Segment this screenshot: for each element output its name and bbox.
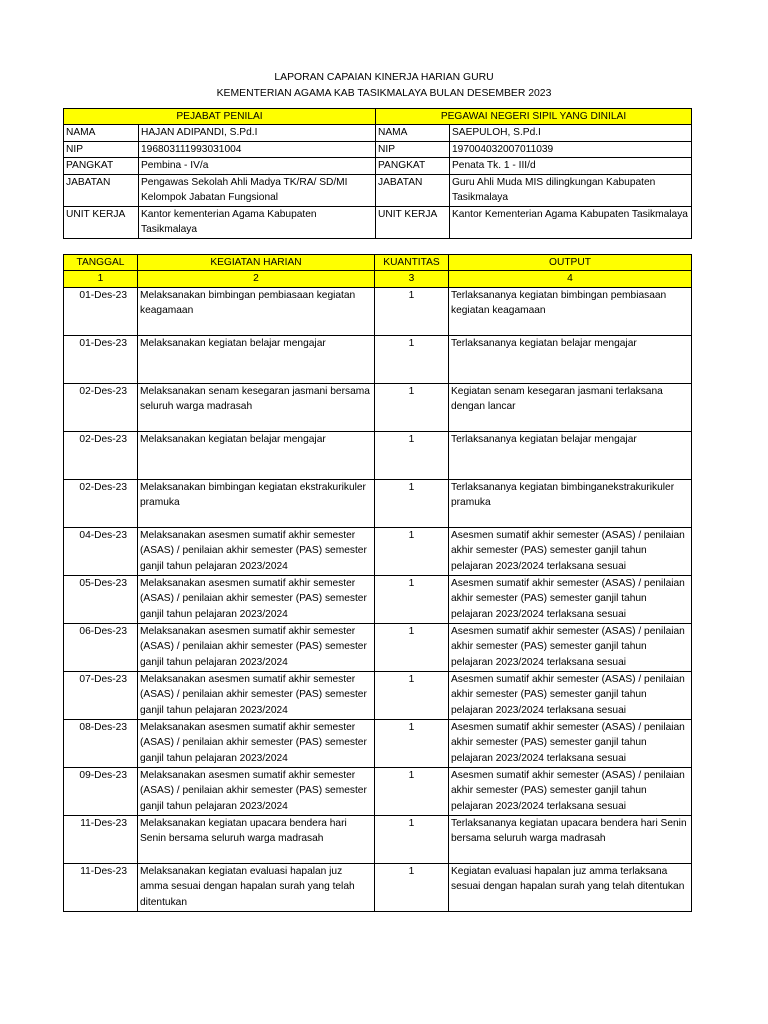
- activity-output: Asesmen sumatif akhir semester (ASAS) / penilaian akhir semester (PAS) semester ganjil tahun pelajaran 2023/2024 terlaksana sesuai: [449, 767, 692, 815]
- activity-date: 04-Des-23: [64, 527, 138, 575]
- field-value: HAJAN ADIPANDI, S.Pd.I: [139, 125, 376, 141]
- activity-quantity: 1: [375, 335, 449, 383]
- activity-output: Asesmen sumatif akhir semester (ASAS) / penilaian akhir semester (PAS) semester ganjil tahun pelajaran 2023/2024 terlaksana sesuai: [449, 671, 692, 719]
- activity-quantity: 1: [375, 623, 449, 671]
- table-row: [64, 767, 692, 815]
- report-subtitle: KEMENTERIAN AGAMA KAB TASIKMALAYA BULAN DESEMBER 2023: [216, 88, 552, 99]
- field-label: JABATAN: [64, 174, 139, 206]
- activity-quantity: 1: [375, 863, 449, 911]
- table-row: [64, 479, 692, 527]
- activity-output: Kegiatan senam kesegaran jasmani terlaksana dengan lancar: [449, 383, 692, 431]
- officials-row: [64, 125, 692, 141]
- activity-output: Asesmen sumatif akhir semester (ASAS) / penilaian akhir semester (PAS) semester ganjil tahun pelajaran 2023/2024 terlaksana sesuai: [449, 623, 692, 671]
- activity-output: Terlaksananya kegiatan bimbinganekstrakurikuler pramuka: [449, 479, 692, 527]
- activity-output: Asesmen sumatif akhir semester (ASAS) / penilaian akhir semester (PAS) semester ganjil tahun pelajaran 2023/2024 terlaksana sesuai: [449, 527, 692, 575]
- table-row: [64, 623, 692, 671]
- activity-description: Melaksanakan kegiatan belajar mengajar: [138, 335, 375, 383]
- activity-quantity: 1: [375, 767, 449, 815]
- activity-description: Melaksanakan bimbingan kegiatan ekstrakurikuler pramuka: [138, 479, 375, 527]
- activity-description: Melaksanakan asesmen sumatif akhir semester (ASAS) / penilaian akhir semester (PAS) semester ganjil tahun pelajaran 2023/2024: [138, 719, 375, 767]
- employee-heading: PEGAWAI NEGERI SIPIL YANG DINILAI: [376, 109, 692, 125]
- table-row: [64, 287, 692, 335]
- field-label: NIP: [64, 141, 139, 157]
- column-number: 3: [375, 271, 449, 287]
- activity-date: 09-Des-23: [64, 767, 138, 815]
- field-value: Kantor kementerian Agama Kabupaten Tasikmalaya: [139, 206, 376, 238]
- table-row: [64, 431, 692, 479]
- field-value: Penata Tk. 1 - III/d: [450, 158, 692, 174]
- activity-date: 02-Des-23: [64, 431, 138, 479]
- activity-quantity: 1: [375, 479, 449, 527]
- activity-description: Melaksanakan asesmen sumatif akhir semester (ASAS) / penilaian akhir semester (PAS) semester ganjil tahun pelajaran 2023/2024: [138, 575, 375, 623]
- activity-output: Asesmen sumatif akhir semester (ASAS) / penilaian akhir semester (PAS) semester ganjil tahun pelajaran 2023/2024 terlaksana sesuai: [449, 575, 692, 623]
- assessor-heading: PEJABAT PENILAI: [64, 109, 376, 125]
- field-value: 197004032007011039: [450, 141, 692, 157]
- activity-description: Melaksanakan asesmen sumatif akhir semester (ASAS) / penilaian akhir semester (PAS) semester ganjil tahun pelajaran 2023/2024: [138, 671, 375, 719]
- activity-description: Melaksanakan kegiatan belajar mengajar: [138, 431, 375, 479]
- activities-header-row: [64, 255, 692, 271]
- column-header-activity: KEGIATAN HARIAN: [138, 255, 375, 271]
- officials-table: [63, 108, 692, 239]
- activity-date: 07-Des-23: [64, 671, 138, 719]
- activity-quantity: 1: [375, 719, 449, 767]
- activity-output: Terlaksananya kegiatan bimbingan pembiasaan kegiatan keagamaan: [449, 287, 692, 335]
- column-number: 1: [64, 271, 138, 287]
- activity-description: Melaksanakan asesmen sumatif akhir semester (ASAS) / penilaian akhir semester (PAS) semester ganjil tahun pelajaran 2023/2024: [138, 623, 375, 671]
- activity-output: Terlaksananya kegiatan belajar mengajar: [449, 431, 692, 479]
- officials-row: [64, 206, 692, 238]
- activities-table: [63, 254, 692, 912]
- field-label: NIP: [376, 141, 450, 157]
- column-header-date: TANGGAL: [64, 255, 138, 271]
- activity-date: 08-Des-23: [64, 719, 138, 767]
- field-label: UNIT KERJA: [376, 206, 450, 238]
- activity-quantity: 1: [375, 287, 449, 335]
- field-value: SAEPULOH, S.Pd.I: [450, 125, 692, 141]
- table-row: [64, 863, 692, 911]
- activity-quantity: 1: [375, 527, 449, 575]
- activity-quantity: 1: [375, 431, 449, 479]
- officials-row: [64, 158, 692, 174]
- activity-description: Melaksanakan asesmen sumatif akhir semester (ASAS) / penilaian akhir semester (PAS) semester ganjil tahun pelajaran 2023/2024: [138, 527, 375, 575]
- activity-description: Melaksanakan bimbingan pembiasaan kegiatan keagamaan: [138, 287, 375, 335]
- table-row: [64, 335, 692, 383]
- field-label: PANGKAT: [376, 158, 450, 174]
- field-label: NAMA: [376, 125, 450, 141]
- column-number: 4: [449, 271, 692, 287]
- activity-output: Terlaksananya kegiatan upacara bendera hari Senin bersama seluruh warga madrasah: [449, 815, 692, 863]
- field-value: Kantor Kementerian Agama Kabupaten Tasikmalaya: [450, 206, 692, 238]
- field-value: Guru Ahli Muda MIS dilingkungan Kabupaten Tasikmalaya: [450, 174, 692, 206]
- field-label: JABATAN: [376, 174, 450, 206]
- activity-date: 11-Des-23: [64, 863, 138, 911]
- activity-date: 11-Des-23: [64, 815, 138, 863]
- activity-date: 01-Des-23: [64, 335, 138, 383]
- report-title: LAPORAN CAPAIAN KINERJA HARIAN GURU: [274, 72, 494, 83]
- activity-output: Terlaksananya kegiatan belajar mengajar: [449, 335, 692, 383]
- activity-quantity: 1: [375, 383, 449, 431]
- activity-description: Melaksanakan senam kesegaran jasmani bersama seluruh warga madrasah: [138, 383, 375, 431]
- activity-output: Kegiatan evaluasi hapalan juz amma terlaksana sesuai dengan hapalan surah yang telah ditentukan: [449, 863, 692, 911]
- activity-date: 05-Des-23: [64, 575, 138, 623]
- field-label: UNIT KERJA: [64, 206, 139, 238]
- field-label: PANGKAT: [64, 158, 139, 174]
- field-label: NAMA: [64, 125, 139, 141]
- officials-header-row: [64, 109, 692, 125]
- activity-date: 01-Des-23: [64, 287, 138, 335]
- activity-date: 02-Des-23: [64, 383, 138, 431]
- table-row: [64, 815, 692, 863]
- officials-row: [64, 174, 692, 206]
- field-value: 196803111993031004: [139, 141, 376, 157]
- activity-date: 02-Des-23: [64, 479, 138, 527]
- activity-description: Melaksanakan asesmen sumatif akhir semester (ASAS) / penilaian akhir semester (PAS) semester ganjil tahun pelajaran 2023/2024: [138, 767, 375, 815]
- column-number: 2: [138, 271, 375, 287]
- activity-quantity: 1: [375, 815, 449, 863]
- activity-description: Melaksanakan kegiatan upacara bendera hari Senin bersama seluruh warga madrasah: [138, 815, 375, 863]
- table-row: [64, 575, 692, 623]
- column-header-quantity: KUANTITAS: [375, 255, 449, 271]
- activity-date: 06-Des-23: [64, 623, 138, 671]
- table-row: [64, 527, 692, 575]
- table-row: [64, 671, 692, 719]
- table-row: [64, 383, 692, 431]
- column-number-row: [64, 271, 692, 287]
- activity-quantity: 1: [375, 575, 449, 623]
- column-header-output: OUTPUT: [449, 255, 692, 271]
- officials-row: [64, 141, 692, 157]
- table-row: [64, 719, 692, 767]
- field-value: Pengawas Sekolah Ahli Madya TK/RA/ SD/MI Kelompok Jabatan Fungsional: [139, 174, 376, 206]
- activity-description: Melaksanakan kegiatan evaluasi hapalan juz amma sesuai dengan hapalan surah yang telah ditentukan: [138, 863, 375, 911]
- activity-quantity: 1: [375, 671, 449, 719]
- field-value: Pembina - IV/a: [139, 158, 376, 174]
- activity-output: Asesmen sumatif akhir semester (ASAS) / penilaian akhir semester (PAS) semester ganjil tahun pelajaran 2023/2024 terlaksana sesuai: [449, 719, 692, 767]
